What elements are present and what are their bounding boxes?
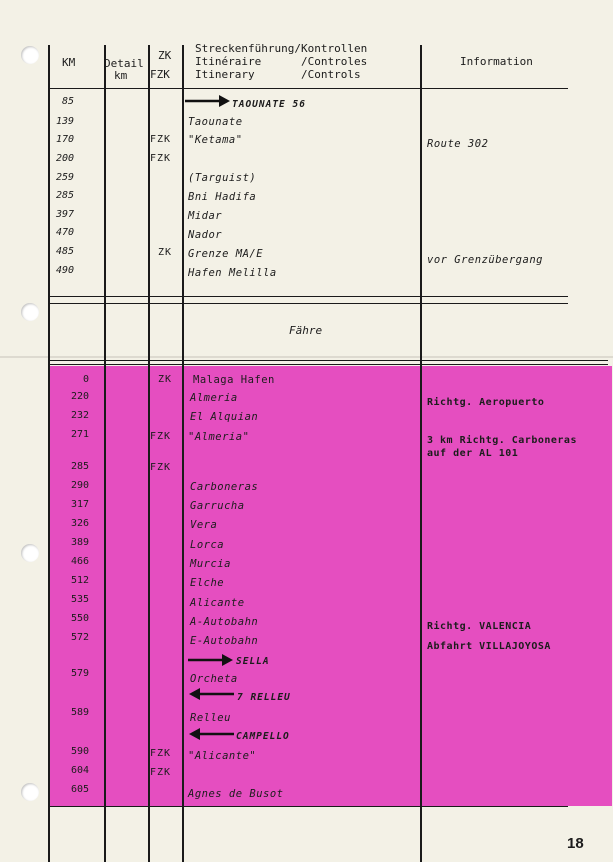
direction-label: 7 RELLEU [237, 692, 291, 703]
km-value: 550 [70, 613, 89, 624]
header-detail: Detail [104, 57, 144, 70]
route-point: Agnes de Busot [188, 788, 284, 800]
route-point: Lorca [190, 539, 225, 551]
punch-hole [21, 544, 39, 562]
km-value: 271 [70, 429, 89, 440]
route-point: "Almeria" [188, 431, 250, 443]
km-value: 485 [55, 246, 74, 257]
km-value: 317 [70, 499, 89, 510]
km-value: 512 [70, 575, 89, 586]
km-value: 0 [82, 374, 89, 385]
header-km: KM [62, 56, 76, 69]
km-value: 579 [70, 668, 89, 679]
route-point: "Ketama" [188, 134, 243, 146]
header-rule [48, 88, 568, 89]
route-point: Garrucha [190, 500, 245, 512]
route-point: A-Autobahn [190, 616, 259, 628]
right-arrow-icon [185, 94, 231, 108]
section-rule [50, 303, 568, 304]
direction-label: TAOUNATE 56 [232, 99, 306, 110]
km-value: 285 [70, 461, 89, 472]
control-marker: FZK [150, 462, 172, 473]
section-rule [48, 364, 608, 365]
km-value: 170 [55, 134, 74, 145]
info-note: Route 302 [427, 138, 489, 150]
control-marker: FZK [150, 767, 172, 778]
km-value: 466 [70, 556, 89, 567]
route-point: E-Autobahn [190, 635, 259, 647]
km-value: 200 [55, 153, 74, 164]
info-note: Richtg. VALENCIA [427, 621, 532, 632]
km-value: 572 [70, 632, 89, 643]
column-rule [148, 45, 150, 862]
header-zk: ZK [158, 49, 172, 62]
route-point: Grenze MA/E [188, 248, 264, 260]
column-rule [48, 45, 50, 862]
km-value: 605 [70, 784, 89, 795]
direction-label: SELLA [236, 656, 270, 667]
ferry-label: Fähre [289, 324, 323, 337]
route-point: El Alquian [190, 411, 259, 423]
column-rule [182, 45, 184, 862]
header-route-en: Itinerary /Controls [195, 68, 361, 81]
info-note: vor Grenzübergang [427, 254, 543, 266]
route-point: Relleu [190, 712, 231, 724]
left-arrow-icon [188, 687, 234, 701]
route-point: Orcheta [190, 673, 238, 685]
punch-hole [21, 303, 39, 321]
punch-hole [21, 783, 39, 801]
route-point: Midar [188, 210, 223, 222]
route-point: Nador [188, 229, 223, 241]
km-value: 326 [70, 518, 89, 529]
column-rule [104, 45, 106, 862]
info-note: Abfahrt VILLAJOYOSA [427, 641, 551, 652]
route-point: (Targuist) [188, 172, 257, 184]
right-arrow-icon [188, 653, 234, 667]
route-point: Murcia [190, 558, 231, 570]
km-value: 290 [70, 480, 89, 491]
route-point: Alicante [190, 597, 245, 609]
punch-hole [21, 46, 39, 64]
km-value: 85 [61, 96, 74, 107]
route-point: Bni Hadifa [188, 191, 257, 203]
control-marker: ZK [158, 247, 173, 258]
km-value: 589 [70, 707, 89, 718]
header-fzk: FZK [150, 68, 170, 81]
km-value: 604 [70, 765, 89, 776]
highlight-area [50, 366, 612, 806]
km-value: 220 [70, 391, 89, 402]
km-value: 285 [55, 190, 74, 201]
route-point: Carboneras [190, 481, 259, 493]
route-point: Elche [190, 577, 225, 589]
route-point: Malaga Hafen [193, 374, 275, 386]
control-marker: FZK [150, 748, 172, 759]
header-route-de: Streckenführung/Kontrollen [195, 42, 368, 55]
km-value: 470 [55, 227, 74, 238]
km-value: 535 [70, 594, 89, 605]
km-value: 590 [70, 746, 89, 757]
fold-line [0, 356, 613, 358]
page-number: 18 [567, 835, 584, 852]
info-note: auf der AL 101 [427, 448, 519, 459]
header-route-fr: Itinéraire /Controles [195, 55, 368, 68]
route-point: Vera [190, 519, 218, 531]
route-point: Almeria [190, 392, 238, 404]
km-value: 490 [55, 265, 74, 276]
route-point: "Alicante" [188, 750, 257, 762]
km-value: 397 [55, 209, 74, 220]
column-rule [420, 45, 422, 862]
info-note: 3 km Richtg. Carboneras [427, 435, 577, 446]
left-arrow-icon [188, 727, 234, 741]
control-marker: ZK [158, 374, 173, 385]
control-marker: FZK [150, 431, 172, 442]
section-rule [48, 296, 568, 297]
route-point: Taounate [188, 116, 243, 128]
control-marker: FZK [150, 153, 172, 164]
bottom-rule [48, 806, 568, 807]
section-rule [48, 360, 608, 361]
header-info: Information [460, 55, 533, 68]
direction-label: CAMPELLO [236, 731, 290, 742]
route-point: Hafen Melilla [188, 267, 277, 279]
km-value: 259 [55, 172, 74, 183]
control-marker: FZK [150, 134, 172, 145]
km-value: 232 [70, 410, 89, 421]
km-value: 139 [55, 116, 74, 127]
km-value: 389 [70, 537, 89, 548]
header-detail-unit: km [114, 69, 128, 82]
info-note: Richtg. Aeropuerto [427, 397, 545, 408]
